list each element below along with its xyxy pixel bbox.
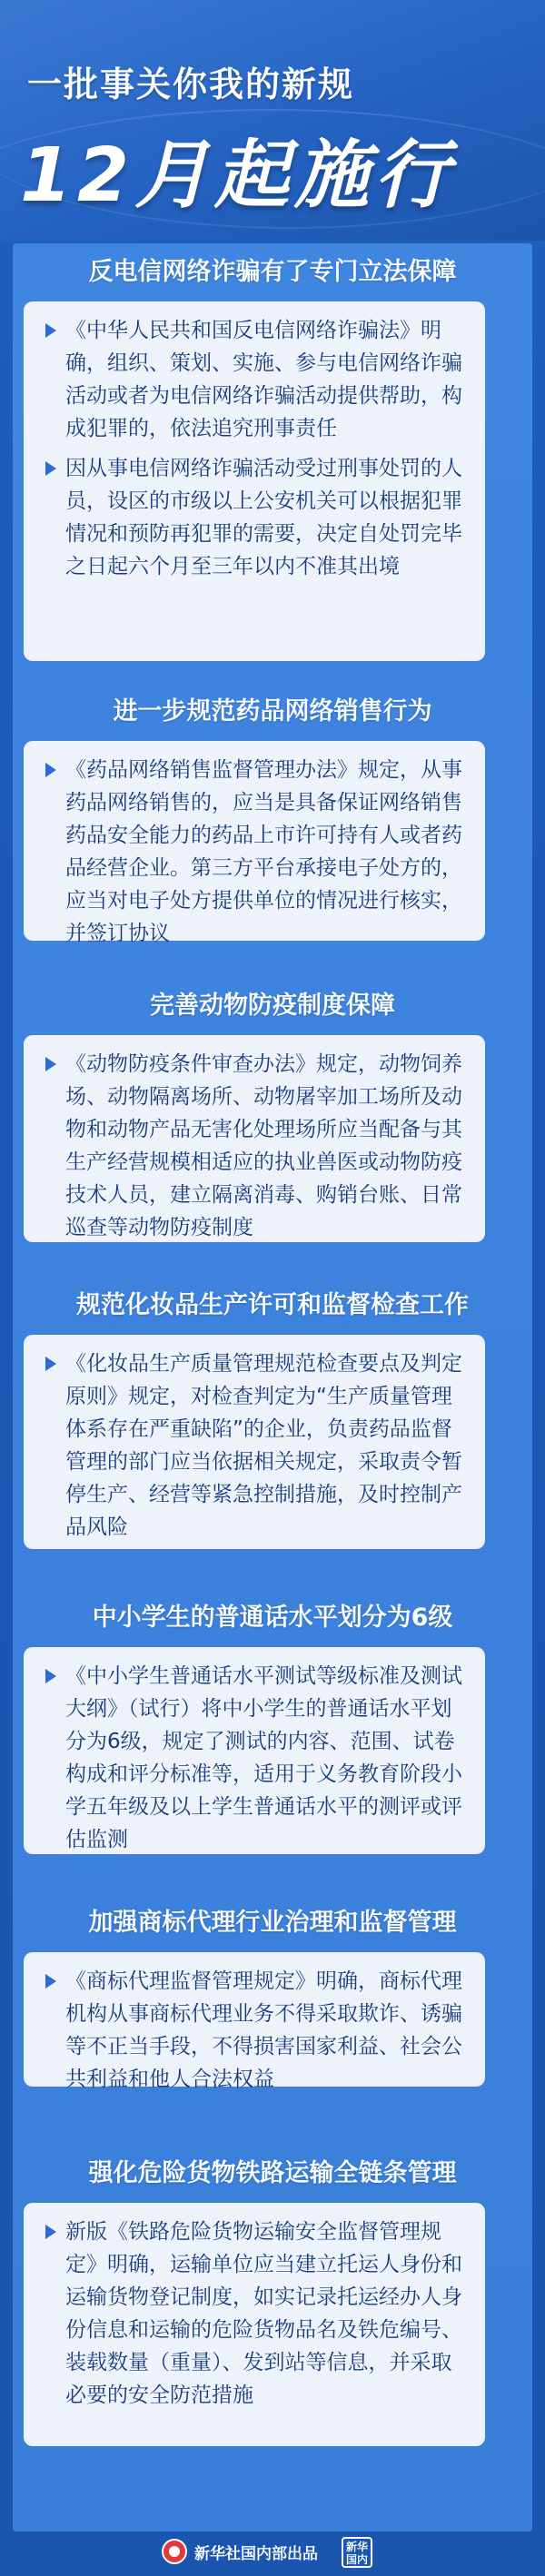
- department-logo-icon: 新华 国内: [342, 2537, 372, 2568]
- list-item: 因从事电信网络诈骗活动受过刑事处罚的人员，设区的市级以上公安机关可以根据犯罪情况和预防再犯罪的需要，决定自处罚完毕之日起六个月至三年以内不准其出境: [45, 452, 471, 583]
- section-drug-online-sales: [24, 696, 521, 945]
- section-card: [24, 1335, 485, 1549]
- bullet-triangle-icon: [45, 1974, 56, 1989]
- section-mandarin-levels: [24, 1602, 521, 1851]
- list-item: 《动物防疫条件审查办法》规定，动物饲养场、动物隔离场所、动物屠宰加工场所及动物和动物产品无害化处理场所应当配备与其生产经营规模相适应的执业兽医或动物防疫技术人员，建立隔离消毒、购销台账、日常巡查等动物防疫制度: [45, 1048, 471, 1244]
- section-trademark-agency: [24, 1907, 521, 2091]
- list-item: 《化妆品生产质量管理规范检查要点及判定原则》规定，对检查判定为“生产质量管理体系存在严重缺陷”的企业，负责药品监督管理的部门应当依据相关规定，采取责令暂停生产、经营等紧急控制措施，及时控制产品风险: [45, 1347, 471, 1544]
- section-anti-telecom-fraud: [24, 256, 521, 578]
- section-card: [24, 1035, 485, 1242]
- list-item: 新版《铁路危险货物运输安全监督管理规定》明确，运输单位应当建立托运人身份和运输货物登记制度，如实记录托运经办人身份信息和运输的危险货物品名及铁危编号、装载数量（重量）、发到站等信息，并采取必要的安全防范措施: [45, 2216, 471, 2412]
- bullet-triangle-icon: [45, 2225, 56, 2239]
- section-cosmetics: [24, 1289, 521, 1539]
- section-title: 反电信网络诈骗有了专门立法保障: [88, 258, 457, 286]
- list-item: 《商标代理监督管理规定》明确，商标代理机构从事商标代理业务不得采取欺诈、诱骗等不正当手段，不得损害国家利益、社会公共利益和他人合法权益: [45, 1965, 471, 2096]
- footer: [0, 2533, 545, 2576]
- header-banner: [0, 0, 545, 241]
- section-card: [24, 1952, 485, 2091]
- section-card: [24, 741, 485, 945]
- bullet-triangle-icon: [45, 763, 56, 777]
- list-item: 《药品网络销售监督管理办法》规定，从事药品网络销售的，应当是具备保证网络销售药品安全能力的药品上市许可持有人或者药品经营企业。第三方平台承接电子处方的，应当对电子处方提供单位的情况进行核实，并签订协议: [45, 754, 471, 950]
- section-title: 进一步规范药品网络销售行为: [113, 697, 432, 725]
- section-title: 规范化妆品生产许可和监督检查工作: [76, 1291, 469, 1319]
- list-item: 《中小学生普通话水平测试等级标准及测试大纲》（试行）将中小学生的普通话水平划分为6级，规定了测试的内容、范围、试卷构成和评分标准等，适用于义务教育阶段小学五年级及以上学生普通话水平的测评或评估监测: [45, 1660, 471, 1856]
- xinhua-logo-icon: [162, 2539, 187, 2564]
- bullet-triangle-icon: [45, 461, 56, 476]
- section-railway-dangerous-goods: [24, 2157, 521, 2407]
- footer-credit: 新华社国内部出品: [194, 2545, 318, 2563]
- section-card: [24, 2203, 485, 2446]
- bullet-triangle-icon: [45, 1357, 56, 1371]
- bullet-triangle-icon: [45, 1057, 56, 1071]
- bullet-triangle-icon: [45, 1669, 56, 1683]
- list-item: 《中华人民共和国反电信网络诈骗法》明确，组织、策划、实施、参与电信网络诈骗活动或者为电信网络诈骗活动提供帮助，构成犯罪的，依法追究刑事责任: [45, 314, 471, 445]
- section-animal-epidemic: [24, 990, 521, 1239]
- bullet-triangle-icon: [45, 323, 56, 338]
- section-card: [24, 1647, 485, 1854]
- header-subtitle: 一批事关你我的新规: [27, 64, 355, 104]
- section-title: 中小学生的普通话水平划分为6级: [92, 1604, 453, 1632]
- section-title: 强化危险货物铁路运输全链条管理: [88, 2159, 457, 2187]
- section-title: 加强商标代理行业治理和监督管理: [88, 1909, 457, 1937]
- section-card: [24, 301, 485, 661]
- header-title: 12月起施行: [20, 133, 455, 219]
- section-title: 完善动物防疫制度保障: [150, 992, 395, 1020]
